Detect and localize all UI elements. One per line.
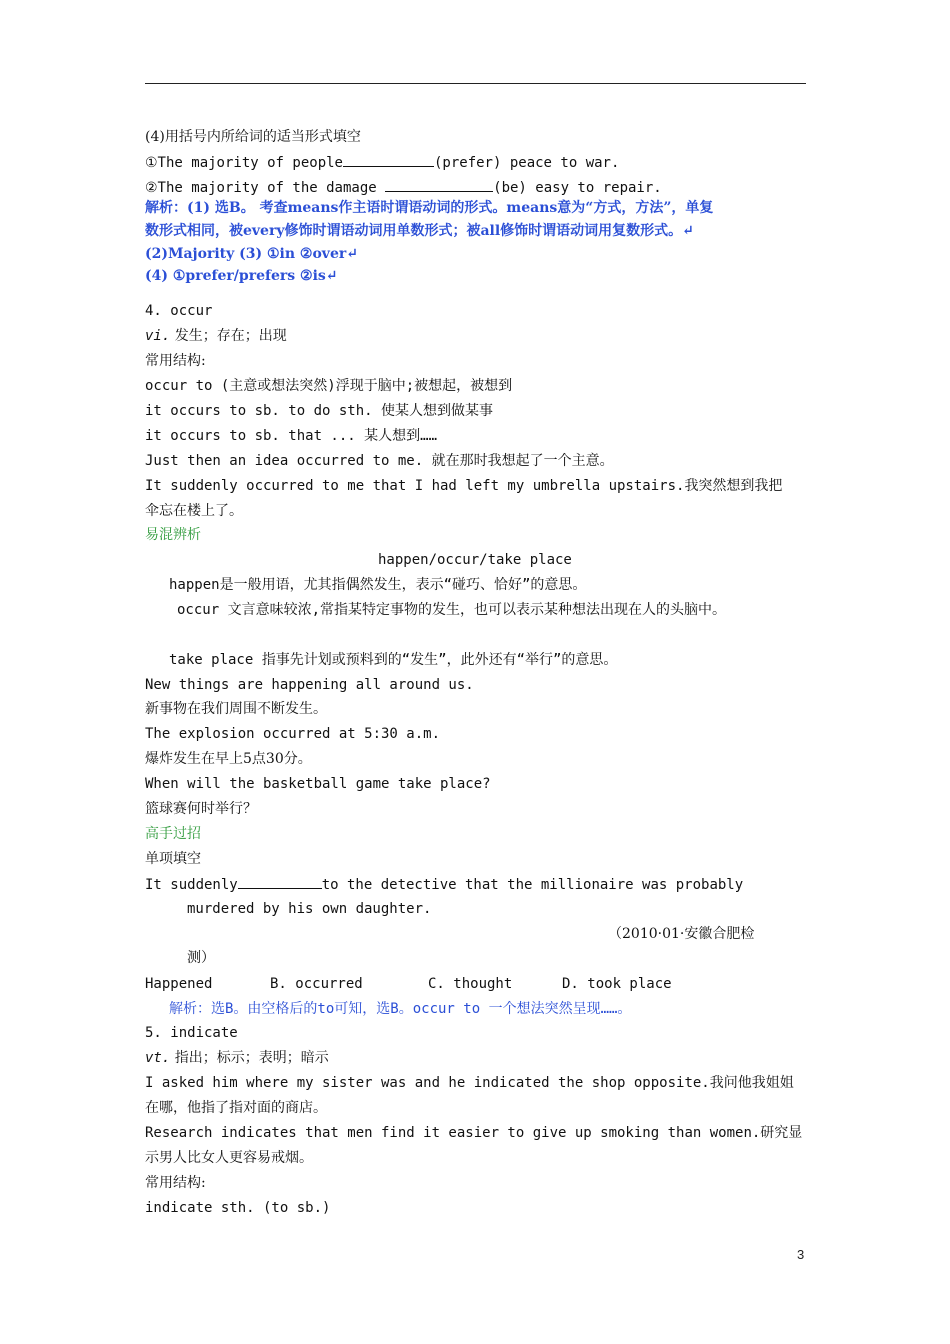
item-1-text-a: ①The majority of people bbox=[145, 155, 343, 171]
example-occur-cn: 爆炸发生在早上5点30分。 bbox=[145, 751, 312, 767]
item-2-text-a: ②The majority of the damage bbox=[145, 180, 386, 196]
option-c[interactable]: C. thought bbox=[428, 976, 513, 992]
page-number: 3 bbox=[797, 1247, 805, 1262]
question-text-b: to the detective that the millionaire was probably bbox=[321, 877, 744, 893]
practice-label: 高手过招 bbox=[145, 826, 201, 842]
single-choice-label: 单项填空 bbox=[145, 851, 201, 867]
question-source-2: 测） bbox=[187, 950, 215, 966]
question-line-2: murdered by his own daughter. bbox=[187, 901, 432, 917]
confusable-title: happen/occur/take place bbox=[378, 552, 572, 568]
part-of-speech-occur bbox=[145, 326, 287, 346]
question-source-1: （2010·01·安徽合肥检 bbox=[608, 926, 755, 942]
pos-label: vt. bbox=[145, 1050, 171, 1066]
indicate-example-2-line-2: 示男人比女人更容易戒烟。 bbox=[145, 1150, 313, 1166]
indicate-example-2-line-1: Research indicates that men find it easier to give up smoking than women.研究显 bbox=[145, 1125, 803, 1141]
confusable-label: 易混辨析 bbox=[145, 527, 201, 543]
question-answer-explanation: 解析：选B。由空格后的to可知，选B。occur to 一个想法突然呈现……。 bbox=[169, 1001, 632, 1017]
confusable-take-place: take place 指事先计划或预料到的“发生”，此外还有“举行”的意思。 bbox=[169, 652, 618, 668]
confusable-occur: occur 文言意味较浓,常指某特定事物的发生，也可以表示某种想法出现在人的头脑中。 bbox=[177, 602, 726, 618]
exercise-4-item-2 bbox=[145, 177, 662, 198]
indicate-structure-1: indicate sth. (to sb.) bbox=[145, 1200, 331, 1216]
example-1: Just then an idea occurred to me. 就在那时我想起了一个主意。 bbox=[145, 453, 614, 469]
answer-explanation-line-1: 解析：(1) 选B。 考查means作主语时谓语动词的形式。means意为“方式，方法”，单复 bbox=[145, 200, 714, 216]
exercise-4-title: (4)用括号内所给词的适当形式填空 bbox=[145, 129, 361, 145]
question-text-a: It suddenly bbox=[145, 877, 238, 893]
example-happen-cn: 新事物在我们周围不断发生。 bbox=[145, 701, 327, 717]
example-2-line-1: It suddenly occurred to me that I had left my umbrella upstairs.我突然想到我把 bbox=[145, 478, 783, 494]
word-heading-occur: 4. occur bbox=[145, 303, 213, 319]
answer-blank[interactable] bbox=[385, 177, 493, 192]
structures-label: 常用结构: bbox=[145, 353, 206, 369]
option-b[interactable]: B. occurred bbox=[270, 976, 363, 992]
indicate-example-1-line-1: I asked him where my sister was and he indicated the shop opposite.我问他我姐姐 bbox=[145, 1075, 794, 1091]
confusable-happen: happen是一般用语，尤其指偶然发生，表示“碰巧、恰好”的意思。 bbox=[169, 577, 587, 593]
indicate-structures-label: 常用结构: bbox=[145, 1175, 206, 1191]
structure-1: occur to (主意或想法突然)浮现于脑中;被想起，被想到 bbox=[145, 378, 513, 394]
question-line-1 bbox=[145, 874, 743, 895]
answer-blank[interactable] bbox=[343, 152, 434, 167]
exercise-4-item-1 bbox=[145, 152, 619, 173]
word-heading-indicate: 5. indicate bbox=[145, 1025, 238, 1041]
example-occur: The explosion occurred at 5:30 a.m. bbox=[145, 726, 441, 742]
example-2-line-2: 伞忘在楼上了。 bbox=[145, 503, 243, 519]
example-take-place: When will the basketball game take place? bbox=[145, 776, 491, 792]
example-take-place-cn: 篮球赛何时举行？ bbox=[145, 801, 257, 817]
answer-key-line-4: (4) ①prefer/prefers ②is↵ bbox=[145, 268, 338, 284]
example-happen: New things are happening all around us. bbox=[145, 677, 474, 693]
item-1-text-b: (prefer) peace to war. bbox=[433, 155, 620, 171]
pos-meaning: 发生；存在；出现 bbox=[170, 328, 287, 344]
structure-3: it occurs to sb. that ... 某人想到…… bbox=[145, 428, 438, 444]
answer-explanation-line-2: 数形式相同，被every修饰时谓语动词用单数形式；被all修饰时谓语动词用复数形式。↵ bbox=[145, 223, 694, 239]
pos-label: vi. bbox=[145, 328, 171, 344]
indicate-example-1-line-2: 在哪，他指了指对面的商店。 bbox=[145, 1100, 327, 1116]
structure-2: it occurs to sb. to do sth. 使某人想到做某事 bbox=[145, 403, 494, 419]
part-of-speech-indicate bbox=[145, 1048, 329, 1068]
option-d[interactable]: D. took place bbox=[562, 976, 672, 992]
answer-key-line-3: (2)Majority (3) ①in ②over↵ bbox=[145, 246, 358, 262]
option-a[interactable]: Happened bbox=[145, 976, 213, 992]
item-2-text-b: (be) easy to repair. bbox=[493, 180, 662, 196]
pos-meaning: 指出；标示；表明；暗示 bbox=[170, 1050, 329, 1066]
answer-blank[interactable] bbox=[238, 874, 322, 889]
header-rule bbox=[145, 83, 806, 84]
